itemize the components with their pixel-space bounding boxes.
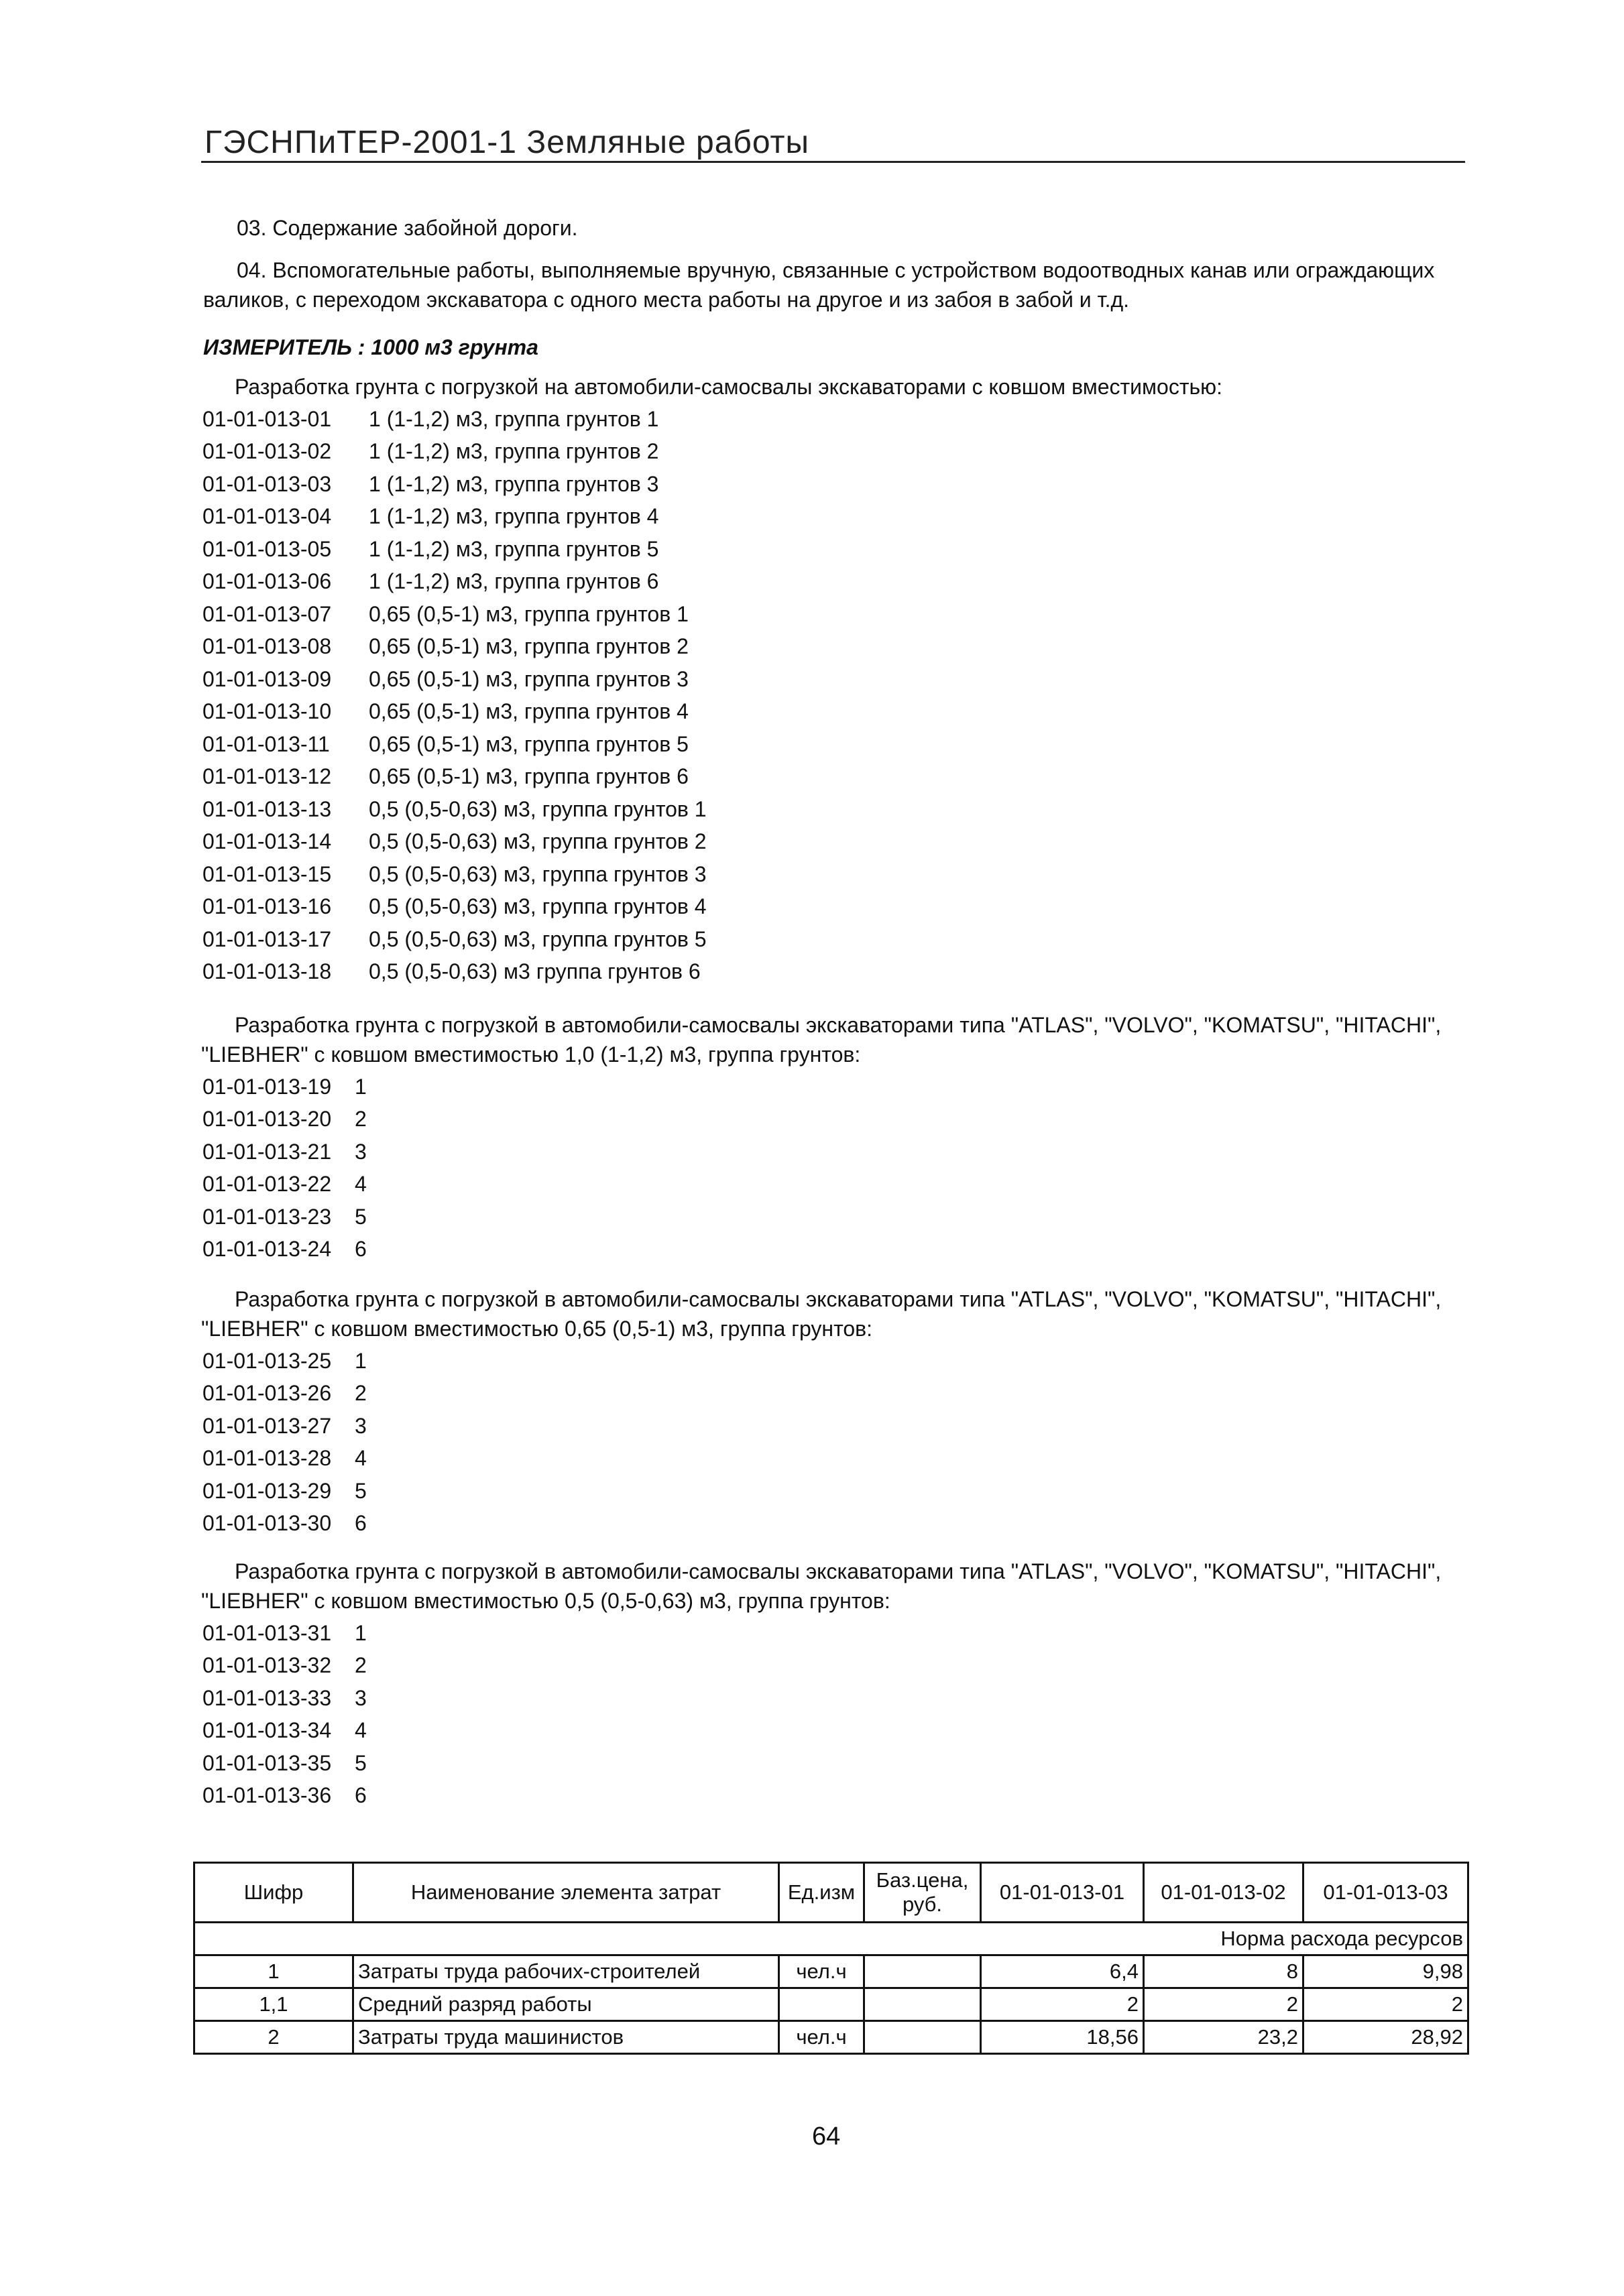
rate-description: 0,5 (0,5-0,63) м3, группа грунтов 1	[369, 796, 707, 821]
rate-code: 01-01-013-20	[202, 1107, 332, 1132]
cell-unit: чел.ч	[779, 1955, 864, 1988]
list-item	[202, 761, 707, 794]
soil-group: 2	[355, 1653, 367, 1678]
rate-code: 01-01-013-05	[202, 536, 332, 561]
cell-cipher: 1	[194, 1955, 353, 1988]
list-item	[202, 566, 707, 599]
rate-code: 01-01-013-14	[202, 829, 332, 854]
cell-cipher: 2	[194, 2021, 353, 2054]
rate-code: 01-01-013-21	[202, 1139, 332, 1164]
cell-name: Затраты труда рабочих-строителей	[353, 1955, 779, 1988]
norm-label: Норма расхода ресурсов	[194, 1923, 1468, 1955]
rate-code: 01-01-013-36	[202, 1783, 332, 1808]
page-header: ГЭСНПиТЕР-2001-1 Земляные работы	[205, 125, 809, 160]
list-item	[202, 1201, 367, 1233]
group-2-title: Разработка грунта с погрузкой в автомобили-самосвалы экскаваторами типа "ATLAS", "VOLVO", "KOMATSU", "HITACHI", "LIEBHER" с ковшом вместимостью 1,0 (1-1,2) м3, группа грунтов:	[201, 1013, 1442, 1067]
rate-code: 01-01-013-32	[202, 1653, 332, 1678]
intro-item-04: 04. Вспомогательные работы, выполняемые вручную, связанные с устройством водоотводных канав или ограждающих валиков, с переходом экскаватора с одного места работы на другое и из забоя в забой и т.д.	[203, 258, 1435, 312]
list-item	[202, 631, 707, 664]
soil-group: 4	[355, 1172, 367, 1197]
rate-code: 01-01-013-02	[202, 439, 332, 464]
list-item	[202, 1103, 367, 1136]
cell-value-3: 9,98	[1303, 1955, 1468, 1988]
soil-group: 4	[355, 1446, 367, 1471]
cell-value-2: 23,2	[1144, 2021, 1303, 2054]
cell-price	[864, 2021, 981, 2054]
rate-code: 01-01-013-30	[202, 1511, 332, 1536]
list-item	[202, 1443, 367, 1475]
list-item	[202, 663, 707, 696]
rate-description: 0,65 (0,5-1) м3, группа грунтов 1	[369, 601, 689, 626]
soil-group: 2	[355, 1381, 367, 1406]
list-item	[202, 468, 707, 501]
list-item	[202, 1508, 367, 1540]
list-item	[202, 728, 707, 761]
soil-group: 6	[355, 1511, 367, 1536]
column-header-unit: Ед.изм	[779, 1863, 864, 1923]
rate-code: 01-01-013-31	[202, 1620, 332, 1645]
cell-value-2: 8	[1144, 1955, 1303, 1988]
rate-description: 0,5 (0,5-0,63) м3, группа грунтов 3	[369, 861, 707, 886]
column-header-price: Баз.цена, руб.	[864, 1863, 981, 1923]
list-item	[202, 1345, 367, 1378]
list-item	[202, 598, 707, 631]
rate-code: 01-01-013-28	[202, 1446, 332, 1471]
cell-price	[864, 1955, 981, 1988]
rate-code: 01-01-013-09	[202, 666, 332, 691]
rate-code: 01-01-013-11	[202, 731, 330, 756]
table-header-row	[194, 1863, 1468, 1923]
soil-group: 1	[355, 1074, 367, 1099]
cell-value-2: 2	[1144, 1988, 1303, 2021]
cell-name: Средний разряд работы	[353, 1988, 779, 2021]
rate-description: 1 (1-1,2) м3, группа грунтов 2	[369, 439, 659, 464]
soil-group: 1	[355, 1620, 367, 1645]
rate-code: 01-01-013-29	[202, 1478, 332, 1503]
group-3-title: Разработка грунта с погрузкой в автомобили-самосвалы экскаваторами типа "ATLAS", "VOLVO", "KOMATSU", "HITACHI", "LIEBHER" с ковшом вместимостью 0,65 (0,5-1) м3, группа грунтов:	[201, 1287, 1442, 1341]
list-item	[202, 1715, 367, 1748]
column-header-code-1: 01-01-013-01	[981, 1863, 1144, 1923]
rate-code: 01-01-013-26	[202, 1381, 332, 1406]
header-rule	[201, 161, 1465, 163]
cell-value-1: 2	[981, 1988, 1144, 2021]
cell-name: Затраты труда машинистов	[353, 2021, 779, 2054]
list-item	[202, 923, 707, 956]
cell-unit	[779, 1988, 864, 2021]
rate-code: 01-01-013-24	[202, 1237, 332, 1262]
rate-code: 01-01-013-03	[202, 471, 332, 496]
soil-group: 2	[355, 1107, 367, 1132]
rate-description: 0,5 (0,5-0,63) м3, группа грунтов 4	[369, 894, 707, 919]
list-item	[202, 793, 707, 826]
cell-value-3: 2	[1303, 1988, 1468, 2021]
list-item	[202, 956, 707, 989]
rate-code: 01-01-013-08	[202, 634, 332, 659]
group-4-title: Разработка грунта с погрузкой в автомобили-самосвалы экскаваторами типа "ATLAS", "VOLVO", "KOMATSU", "HITACHI", "LIEBHER" с ковшом вместимостью 0,5 (0,5-0,63) м3, группа грунтов:	[201, 1559, 1442, 1613]
rate-code: 01-01-013-35	[202, 1750, 332, 1775]
rate-description: 0,65 (0,5-1) м3, группа грунтов 3	[369, 666, 689, 691]
cell-value-1: 18,56	[981, 2021, 1144, 2054]
soil-group: 3	[355, 1139, 367, 1164]
rate-description: 0,65 (0,5-1) м3, группа грунтов 5	[369, 731, 689, 756]
soil-group: 5	[355, 1750, 367, 1775]
rate-description: 0,5 (0,5-0,63) м3, группа грунтов 2	[369, 829, 707, 854]
list-item	[202, 403, 707, 436]
rate-description: 1 (1-1,2) м3, группа грунтов 3	[369, 471, 659, 496]
rate-code: 01-01-013-27	[202, 1413, 332, 1438]
rate-description: 1 (1-1,2) м3, группа грунтов 1	[369, 406, 659, 431]
soil-group: 4	[355, 1718, 367, 1743]
rate-code: 01-01-013-01	[202, 406, 332, 431]
cell-price	[864, 1988, 981, 2021]
rate-code: 01-01-013-16	[202, 894, 332, 919]
list-item	[202, 1682, 367, 1715]
soil-group: 6	[355, 1783, 367, 1808]
soil-group: 1	[355, 1348, 367, 1373]
rate-code: 01-01-013-15	[202, 861, 332, 886]
rate-description: 1 (1-1,2) м3, группа грунтов 4	[369, 504, 659, 529]
rate-code: 01-01-013-13	[202, 796, 332, 821]
soil-group: 5	[355, 1478, 367, 1503]
list-item	[202, 696, 707, 729]
list-item	[202, 1617, 367, 1650]
column-header-name: Наименование элемента затрат	[353, 1863, 779, 1923]
rate-description: 0,65 (0,5-1) м3, группа грунтов 6	[369, 764, 689, 789]
list-item	[202, 436, 707, 469]
norm-label-row	[194, 1923, 1468, 1955]
soil-group: 3	[355, 1413, 367, 1438]
rate-description: 0,5 (0,5-0,63) м3, группа грунтов 5	[369, 926, 707, 951]
rate-code: 01-01-013-07	[202, 601, 332, 626]
rate-code: 01-01-013-33	[202, 1685, 332, 1710]
column-header-cipher: Шифр	[194, 1863, 353, 1923]
list-item	[202, 1233, 367, 1266]
rate-code: 01-01-013-25	[202, 1348, 332, 1373]
table-row	[194, 1988, 1468, 2021]
cell-value-3: 28,92	[1303, 2021, 1468, 2054]
group-4-list	[202, 1617, 367, 1812]
rate-code: 01-01-013-22	[202, 1172, 332, 1197]
list-item	[202, 1747, 367, 1780]
resource-table	[193, 1862, 1469, 2055]
rate-description: 0,65 (0,5-1) м3, группа грунтов 2	[369, 634, 689, 659]
measurer-line: ИЗМЕРИТЕЛЬ : 1000 м3 грунта	[203, 335, 538, 359]
soil-group: 6	[355, 1237, 367, 1262]
rate-code: 01-01-013-17	[202, 926, 332, 951]
list-item	[202, 501, 707, 534]
rate-description: 1 (1-1,2) м3, группа грунтов 5	[369, 536, 659, 561]
soil-group: 5	[355, 1204, 367, 1229]
soil-group: 3	[355, 1685, 367, 1710]
cell-cipher: 1,1	[194, 1988, 353, 2021]
list-item	[202, 1168, 367, 1201]
group-2-list	[202, 1071, 367, 1266]
table-row	[194, 2021, 1468, 2054]
list-item	[202, 1378, 367, 1410]
column-header-code-3: 01-01-013-03	[1303, 1863, 1468, 1923]
page-number: 64	[812, 2122, 841, 2151]
group-1-title: Разработка грунта с погрузкой на автомобили-самосвалы экскаваторами с ковшом вместимостью:	[235, 375, 1223, 399]
rate-description: 1 (1-1,2) м3, группа грунтов 6	[369, 569, 659, 594]
group-3-list	[202, 1345, 367, 1540]
cell-value-1: 6,4	[981, 1955, 1144, 1988]
list-item	[202, 858, 707, 891]
rate-code: 01-01-013-23	[202, 1204, 332, 1229]
rate-code: 01-01-013-18	[202, 959, 332, 984]
list-item	[202, 1780, 367, 1813]
rate-description: 0,65 (0,5-1) м3, группа грунтов 4	[369, 699, 689, 724]
rate-code: 01-01-013-04	[202, 504, 332, 529]
list-item	[202, 1650, 367, 1683]
list-item	[202, 1071, 367, 1103]
table-row	[194, 1955, 1468, 1988]
list-item	[202, 891, 707, 924]
intro-item-03: 03. Содержание забойной дороги.	[237, 216, 578, 240]
list-item	[202, 826, 707, 859]
list-item	[202, 1475, 367, 1508]
list-item	[202, 533, 707, 566]
cell-unit: чел.ч	[779, 2021, 864, 2054]
rate-code: 01-01-013-06	[202, 569, 332, 594]
rate-code: 01-01-013-12	[202, 764, 332, 789]
group-1-list	[202, 403, 707, 988]
list-item	[202, 1410, 367, 1443]
column-header-code-2: 01-01-013-02	[1144, 1863, 1303, 1923]
list-item	[202, 1136, 367, 1168]
rate-description: 0,5 (0,5-0,63) м3 группа грунтов 6	[369, 959, 701, 984]
rate-code: 01-01-013-10	[202, 699, 332, 724]
rate-code: 01-01-013-34	[202, 1718, 332, 1743]
rate-code: 01-01-013-19	[202, 1074, 332, 1099]
